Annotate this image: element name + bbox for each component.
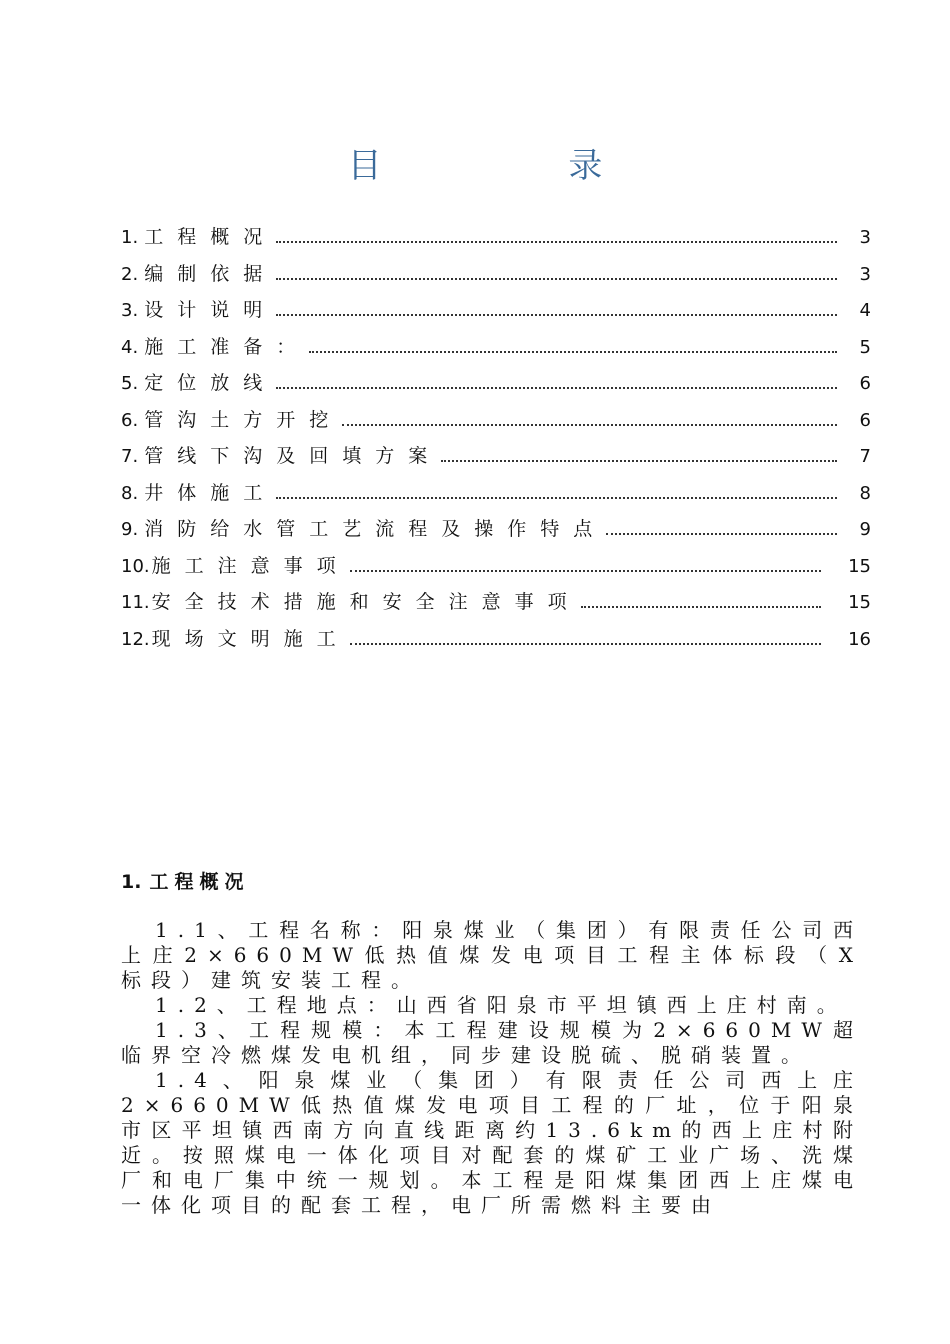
toc-dot-leader (581, 605, 821, 608)
toc-dot-leader (276, 386, 837, 389)
section-heading (121, 867, 249, 894)
toc-dot-leader (350, 642, 821, 645)
toc-entry[interactable] (121, 332, 871, 369)
toc-entry-number: 7. (121, 446, 139, 467)
toc-entry-number: 1. (121, 227, 139, 248)
toc-entry-number: 10. (121, 555, 150, 577)
toc-entry-number: 6. (121, 409, 139, 431)
toc-entry-number: 2. (121, 263, 139, 285)
paragraph: 1.2、工程地点：山西省阳泉市平坦镇西上庄村南。 (155, 993, 847, 1017)
toc-entry-number: 11. (121, 592, 150, 613)
section-number: 1. (121, 871, 142, 893)
toc-entry-number: 12. (121, 628, 150, 650)
toc-entry[interactable] (121, 405, 871, 442)
toc-entry-number: 3. (121, 300, 139, 321)
toc-entry-title: 管线下沟及回填方案 (144, 445, 442, 467)
toc-entry[interactable] (121, 587, 871, 624)
toc-entry-number: 8. (121, 482, 139, 504)
toc-entry-page: 4 (859, 300, 871, 321)
section-title: 工程概况 (149, 871, 250, 893)
toc-dot-leader (276, 496, 837, 499)
toc-entry-number: 4. (121, 336, 139, 358)
toc-entry[interactable] (121, 295, 871, 332)
toc-entry-title: 井体施工 (144, 481, 277, 504)
toc-entry-title: 管沟土方开挖 (144, 408, 343, 431)
toc-entry-page: 6 (859, 373, 871, 394)
toc-entry-page: 9 (859, 519, 871, 540)
toc-entry-title: 设计说明 (144, 299, 277, 321)
paragraph: 1.3、工程规模：本工程建设规模为2×660MW超临界空冷燃煤发电机组，同步建设脱硫、脱硝装置。 (121, 1018, 863, 1067)
toc-entry-page: 6 (859, 409, 871, 431)
toc-entry-number: 9. (121, 519, 139, 540)
toc-entry-title: 编制依据 (144, 262, 277, 285)
toc-entry[interactable] (121, 259, 871, 296)
toc-entry-title: 工程概况 (144, 226, 277, 248)
toc-entry-page: 8 (859, 482, 871, 504)
toc-entry-page: 15 (848, 555, 871, 577)
toc-entry[interactable] (121, 478, 871, 515)
toc-entry-title: 现场文明施工 (151, 627, 350, 650)
toc-dot-leader (350, 569, 821, 572)
toc-entry-page: 5 (859, 336, 871, 358)
toc-dot-leader (276, 240, 837, 243)
toc-entry-title: 安全技术措施和安全注意事项 (151, 591, 581, 613)
section-body (121, 918, 863, 1218)
toc-entry-page: 3 (859, 227, 871, 248)
toc-entry-title: 施工注意事项 (151, 554, 350, 577)
toc-entry-title: 施工准备： (144, 335, 310, 358)
toc-entry-page: 3 (859, 263, 871, 285)
toc-entry-title: 定位放线 (144, 372, 277, 394)
toc-entry[interactable] (121, 551, 871, 588)
paragraph: 1.1、工程名称：阳泉煤业（集团）有限责任公司西上庄2×660MW低热值煤发电项目工程主体标段（X标段）建筑安装工程。 (121, 918, 863, 992)
paragraph: 1.4、阳泉煤业（集团）有限责任公司西上庄2×660MW低热值煤发电项目工程的厂址，位于阳泉市区平坦镇西南方向直线距离约13.6km的西上庄村附近。按照煤电一体化项目对配套的煤矿工业广场、洗煤厂和电厂集中统一规划。本工程是阳煤集团西上庄煤电一体化项目的配套工程，电厂所需燃料主要由 (121, 1068, 863, 1217)
table-of-contents (121, 222, 871, 660)
toc-dot-leader (342, 423, 837, 426)
toc-dot-leader (276, 277, 837, 280)
toc-entry-page: 16 (848, 628, 871, 650)
toc-entry-page: 15 (848, 592, 871, 613)
toc-dot-leader (606, 532, 837, 535)
toc-entry-page: 7 (859, 446, 871, 467)
toc-entry-number: 5. (121, 373, 139, 394)
toc-entry[interactable] (121, 441, 871, 478)
toc-dot-leader (276, 313, 837, 316)
toc-dot-leader (309, 350, 837, 353)
toc-entry[interactable] (121, 624, 871, 661)
toc-dot-leader (441, 459, 837, 462)
toc-title: 目 录 (347, 146, 691, 186)
toc-entry[interactable] (121, 222, 871, 259)
toc-entry-title: 消防给水管工艺流程及操作特点 (144, 518, 607, 540)
toc-entry[interactable] (121, 514, 871, 551)
toc-entry[interactable] (121, 368, 871, 405)
